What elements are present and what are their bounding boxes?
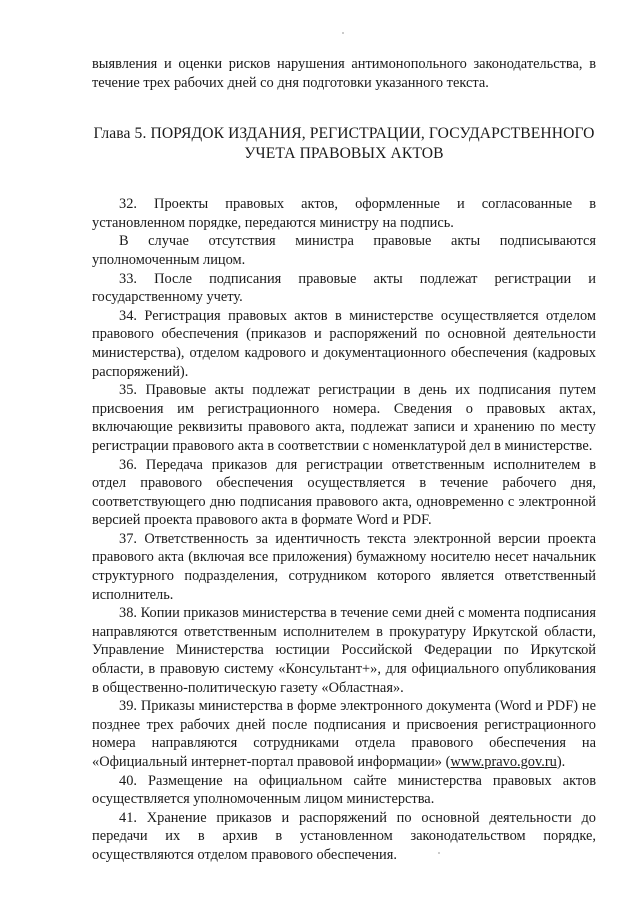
paragraph-35: 35. Правовые акты подлежат регистрации в день их подписания путем присвоения им регистрационного номера. Сведения о правовых актах, включающие реквизиты правового акта, подлежат записи и хранению по месту регистрации правового акта в соответствии с номенклатурой дел в министерстве. (92, 382, 596, 454)
paragraph-38: 38. Копии приказов министерства в течение семи дней с момента подписания направляются ответственным исполнителем в прокуратуру Иркутской области, Управление Министерства юстиции Российской Федерации по Иркутской области, в правовую систему «Консультант+», для официального опубликования в общественно-политическую газету «Областная». (92, 605, 596, 696)
paragraph-37: 37. Ответственность за идентичность текста электронной версии проекта правового акта (включая все приложения) бумажному носителю несет начальник структурного подразделения, сотрудником которого является ответственный исполнитель. (92, 530, 596, 603)
document-page (92, 55, 596, 865)
paragraph-32: 32. Проекты правовых актов, оформленные и согласованные в установленном порядке, передаются министру на подпись. (92, 196, 596, 231)
pravo-gov-link[interactable]: www.pravo.gov.ru (450, 754, 557, 770)
chapter-heading-line-2: УЧЕТА ПРАВОВЫХ АКТОВ (244, 145, 444, 163)
paragraph-33: 33. После подписания правовые акты подлежат регистрации и государственному учету. (92, 270, 596, 306)
paragraph-34: 34. Регистрация правовых актов в министерстве осуществляется отделом правового обеспечения (приказов и распоряжений по основной деятельности министерства), отделом кадрового и документационного обеспечения (кадровых распоряжений). (92, 307, 596, 380)
paragraph-39-end: ). (556, 754, 566, 770)
paragraph-39-text: 39. Приказы министерства в форме электронного документа (Word и PDF) не позднее трех рабочих дней после подписания и присвоения регистрационного номера направляются сотрудниками отдела правового обеспечения на «Официальный интернет-портал правовой информации» ( (92, 698, 596, 770)
scan-speck (342, 32, 344, 34)
paragraph-41: 41. Хранение приказов и распоряжений по основной деятельности до передачи их в архив в установленном законодательством порядке, осуществляются отделом правового обеспечения. (92, 809, 596, 863)
paragraph-39 (92, 697, 596, 771)
intro-paragraph: выявления и оценки рисков нарушения антимонопольного законодательства, в течение трех рабочих дней со дня подготовки указанного текста. (92, 56, 596, 91)
paragraph-32-continued: В случае отсутствия министра правовые акты подписываются уполномоченным лицом. (92, 233, 596, 268)
paragraph-36: 36. Передача приказов для регистрации ответственным исполнителем в отдел правового обеспечения осуществляется в течение рабочего дня, соответствующего дню подписания правового акта, одновременно с электронной версией проекта правового акта в формате Word и PDF. (92, 456, 596, 529)
chapter-heading (92, 124, 596, 164)
paragraph-40: 40. Размещение на официальном сайте министерства правовых актов осуществляется уполномоченным лицом министерства. (92, 772, 596, 808)
chapter-heading-line-1: Глава 5. ПОРЯДОК ИЗДАНИЯ, РЕГИСТРАЦИИ, ГОСУДАРСТВЕННОГО (93, 125, 595, 143)
